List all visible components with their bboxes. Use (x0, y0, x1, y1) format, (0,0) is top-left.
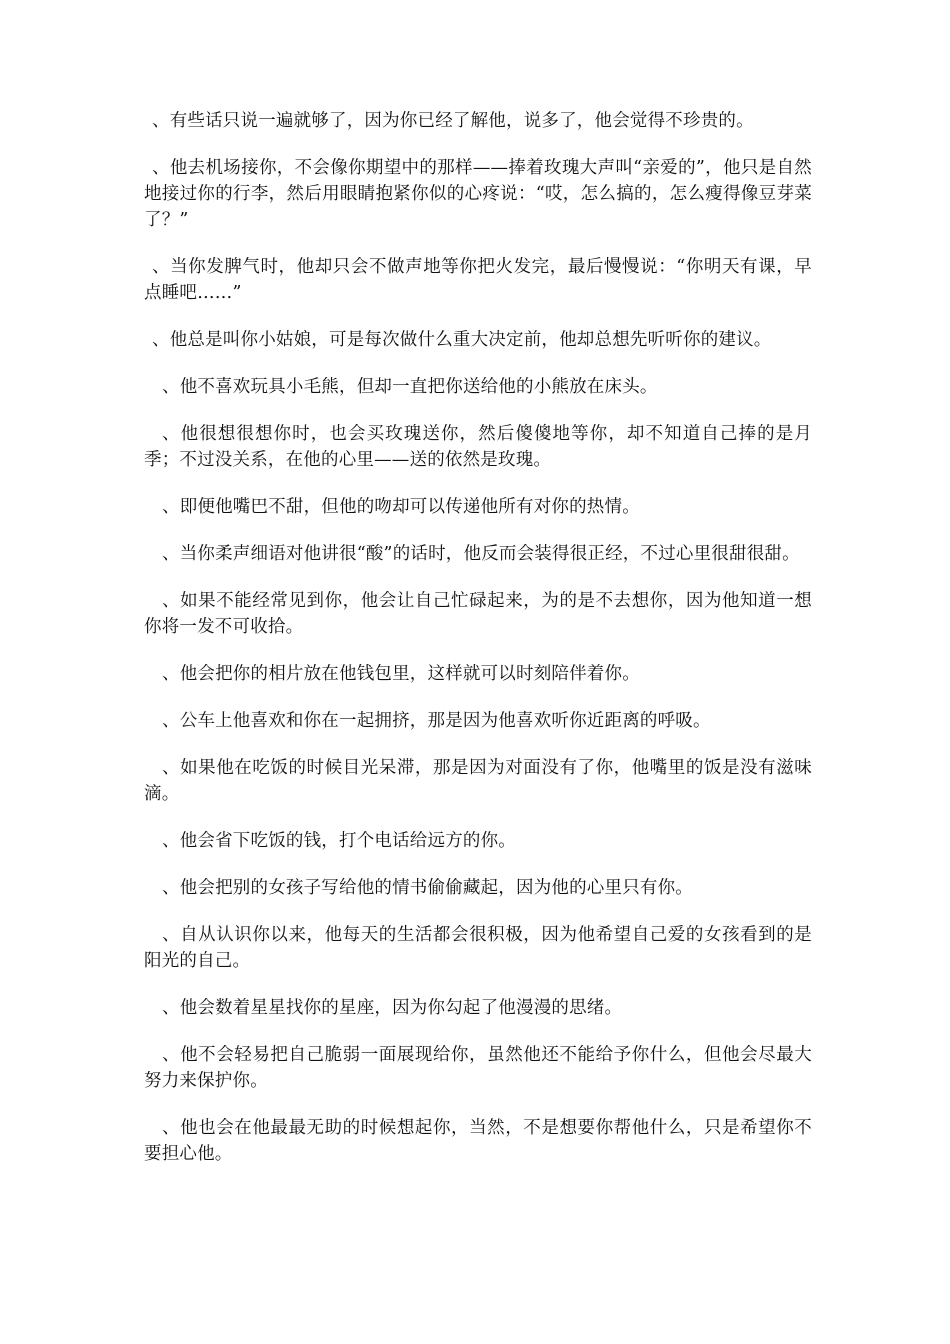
paragraph-3: 、当你发脾气时，他却只会不做声地等你把火发完，最后慢慢说：“你明天有课，早点睡吧……” (144, 257, 812, 303)
paragraph-6: 、他很想很想你时，也会买玫瑰送你，然后傻傻地等你，却不知道自己捧的是月季；不过没关系，在他的心里——送的依然是玫瑰。 (144, 424, 812, 470)
paragraph-17: 、他不会轻易把自己脆弱一面展现给你，虽然他还不能给予你什么，但他会尽最大努力来保护你。 (144, 1045, 812, 1091)
paragraph-7: 、即便他嘴巴不甜，但他的吻却可以传递他所有对你的热情。 (162, 497, 640, 517)
paragraph-8: 、当你柔声细语对他讲很“酸”的话时，他反而会装得很正经，不过心里很甜很甜。 (162, 544, 800, 564)
paragraph-18: 、他也会在他最最无助的时候想起你，当然，不是想要你帮他什么，只是希望你不要担心他。 (144, 1118, 812, 1164)
paragraph-9: 、如果不能经常见到你，他会让自己忙碌起来，为的是不去想你，因为他知道一想你将一发不可收拾。 (144, 591, 812, 637)
paragraph-12: 、如果他在吃饭的时候目光呆滞，那是因为对面没有了你，他嘴里的饭是没有滋味滴。 (144, 758, 812, 804)
paragraph-13: 、他会省下吃饭的钱，打个电话给远方的你。 (162, 831, 516, 851)
paragraph-5: 、他不喜欢玩具小毛熊，但却一直把你送给他的小熊放在床头。 (162, 377, 658, 397)
paragraph-11: 、公车上他喜欢和你在一起拥挤，那是因为他喜欢听你近距离的呼吸。 (162, 711, 711, 731)
paragraph-1: 、有些话只说一遍就够了，因为你已经了解他，说多了，他会觉得不珍贵的。 (152, 111, 754, 131)
paragraph-10: 、他会把你的相片放在他钱包里，这样就可以时刻陪伴着你。 (162, 664, 640, 684)
paragraph-14: 、他会把别的女孩子写给他的情书偷偷藏起，因为他的心里只有你。 (162, 878, 693, 898)
paragraph-16: 、他会数着星星找你的星座，因为你勾起了他漫漫的思绪。 (162, 998, 623, 1018)
document-body (144, 108, 812, 1188)
paragraph-15: 、自从认识你以来，他每天的生活都会很积极，因为他希望自己爱的女孩看到的是阳光的自己。 (144, 925, 812, 971)
paragraph-2: 、他去机场接你，不会像你期望中的那样——捧着玫瑰大声叫“亲爱的”，他只是自然地接过你的行李，然后用眼睛抱紧你似的心疼说：“哎，怎么搞的，怎么瘦得像豆芽菜了？” (144, 158, 812, 230)
paragraph-4: 、他总是叫你小姑娘，可是每次做什么重大决定前，他却总想先听听你的建议。 (152, 330, 772, 350)
